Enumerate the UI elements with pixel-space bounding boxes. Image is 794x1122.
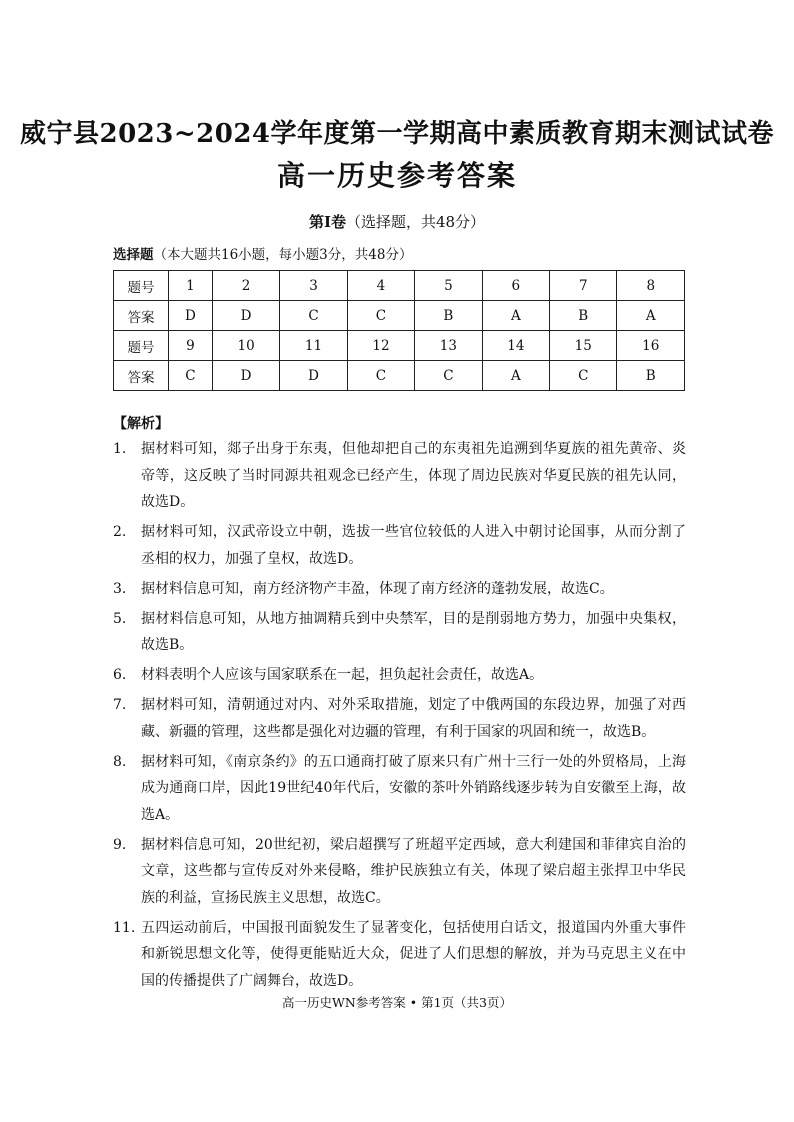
- answer-table-cell: C: [550, 361, 617, 391]
- analysis-item-text: 五四运动前后，中国报刊面貌发生了显著变化，包括使用白话文，报道国内外重大事件和新锐思想文化等，使得更能贴近大众，促进了人们思想的解放，并为马克思主义在中国的传播提供了广阔舞台，故选D。: [141, 919, 686, 989]
- answer-table-cell: A: [617, 301, 685, 331]
- analysis-item-text: 据材料信息可知，20世纪初，梁启超撰写了班超平定西域，意大利建国和菲律宾自治的文章，这些都与宣传反对外来侵略，维护民族独立有关，体现了梁启超主张捍卫中华民族的利益，宣扬民族主义思想，故选C。: [141, 836, 686, 906]
- answer-table-row-label: 题号: [114, 271, 169, 301]
- answer-table-cell: C: [280, 301, 347, 331]
- analysis-item-text: 据材料可知，清朝通过对内、对外采取措施，划定了中俄两国的东段边界，加强了对西藏、新疆的管理，这些都是强化对边疆的管理，有利于国家的巩固和统一，故选B。: [141, 697, 686, 740]
- analysis-item: [113, 436, 686, 516]
- answer-table-row-label: 答案: [114, 301, 169, 331]
- analysis-item-text: 据材料信息可知，从地方抽调精兵到中央禁军，目的是削弱地方势力，加强中央集权，故选B。: [141, 610, 686, 653]
- answer-table-cell: 7: [550, 271, 617, 301]
- analysis-item-number: 2.: [113, 524, 127, 540]
- analysis-item-text: 据材料信息可知，南方经济物产丰盈，体现了南方经济的蓬勃发展，故选C。: [141, 580, 614, 597]
- analysis-item: [113, 519, 686, 572]
- analysis-item: [113, 692, 686, 745]
- analysis-item-number: 7.: [113, 697, 127, 713]
- analysis-item: [113, 915, 686, 995]
- analysis-item-number: 8.: [113, 753, 127, 770]
- answer-table-cell: 12: [347, 331, 414, 361]
- answer-table-cell: C: [169, 361, 213, 391]
- analysis-item-text: 据材料可知，《南京条约》的五口通商打破了原来只有广州十三行一处的外贸格局，上海成为通商口岸，因此19世纪40年代后，安徽的茶叶外销路线逐步转为自安徽至上海，故选A。: [141, 753, 686, 823]
- answer-table-cell: 1: [169, 271, 213, 301]
- answer-table-cell: C: [347, 301, 414, 331]
- analysis-item-text: 材料表明个人应该与国家联系在一起，担负起社会责任，故选A。: [141, 667, 544, 683]
- analysis-item: [113, 576, 686, 603]
- answer-table-cell: 2: [212, 271, 279, 301]
- answer-table-cell: 5: [415, 271, 482, 301]
- page-footer: 高一历史WN参考答案 • 第1页（共3页）: [281, 995, 512, 1010]
- analysis-item-text: 据材料可知，郯子出身于东夷，但他却把自己的东夷祖先追溯到华夏族的祖先黄帝、炎帝等，这反映了当时同源共祖观念已经产生，体现了周边民族对华夏民族的祖先认同，故选D。: [141, 441, 686, 510]
- analysis-item-number: 1.: [113, 441, 127, 457]
- answer-table-cell: 15: [550, 331, 617, 361]
- analysis-item: [113, 606, 686, 659]
- question-intro: [113, 243, 412, 263]
- answer-table-row: [114, 271, 685, 301]
- answer-table-cell: B: [617, 361, 685, 391]
- intro-label: 选择题: [113, 247, 154, 263]
- answer-table-cell: 13: [415, 331, 482, 361]
- intro-desc: （本大题共16小题，每小题3分，共48分）: [153, 247, 413, 263]
- answer-table-cell: D: [212, 301, 279, 331]
- answer-table-cell: 4: [347, 271, 414, 301]
- answer-table-cell: 6: [482, 271, 549, 301]
- section-part: 第Ⅰ卷: [308, 213, 346, 231]
- answer-table-cell: A: [482, 361, 549, 391]
- answer-table-row: [114, 301, 685, 331]
- answer-table-row-label: 答案: [114, 361, 169, 391]
- analysis-item: [113, 832, 686, 912]
- answer-table-cell: B: [550, 301, 617, 331]
- answer-table-row: [114, 361, 685, 391]
- analysis-item-number: 6.: [113, 667, 127, 683]
- analysis-item: [113, 749, 686, 829]
- answer-table-cell: 14: [482, 331, 549, 361]
- analysis-item: [113, 662, 686, 689]
- analysis-item-text: 据材料可知，汉武帝设立中朝，选拔一些官位较低的人进入中朝讨论国事，从而分割了丞相的权力，加强了皇权，故选D。: [141, 524, 686, 567]
- analysis-list: [113, 436, 686, 998]
- answer-table-cell: 8: [617, 271, 685, 301]
- answer-table-cell: A: [482, 301, 549, 331]
- answer-table-cell: 3: [280, 271, 347, 301]
- section-desc: （选择题，共48分）: [345, 213, 486, 231]
- analysis-heading: 【解析】: [113, 416, 169, 432]
- answer-table-row: [114, 331, 685, 361]
- answer-table-cell: 9: [169, 331, 213, 361]
- answer-table-cell: 11: [280, 331, 347, 361]
- document-subtitle: 高一历史参考答案: [276, 159, 517, 192]
- section-heading: [0, 211, 794, 232]
- document-title: 威宁县2023~2024学年度第一学期高中素质教育期末测试试卷: [19, 119, 774, 149]
- analysis-item-number: 5.: [113, 610, 127, 627]
- answer-table-cell: 16: [617, 331, 685, 361]
- answer-table-cell: D: [169, 301, 213, 331]
- answer-table-row-label: 题号: [114, 331, 169, 361]
- answer-table-cell: B: [415, 301, 482, 331]
- analysis-item-number: 11.: [113, 919, 136, 936]
- answer-table-cell: 10: [212, 331, 279, 361]
- analysis-item-number: 9.: [113, 836, 127, 853]
- answer-table-cell: C: [347, 361, 414, 391]
- answer-table-cell: D: [212, 361, 279, 391]
- analysis-item-number: 3.: [113, 580, 127, 597]
- answer-table-cell: D: [280, 361, 347, 391]
- answer-table-cell: C: [415, 361, 482, 391]
- answer-table: [113, 270, 685, 391]
